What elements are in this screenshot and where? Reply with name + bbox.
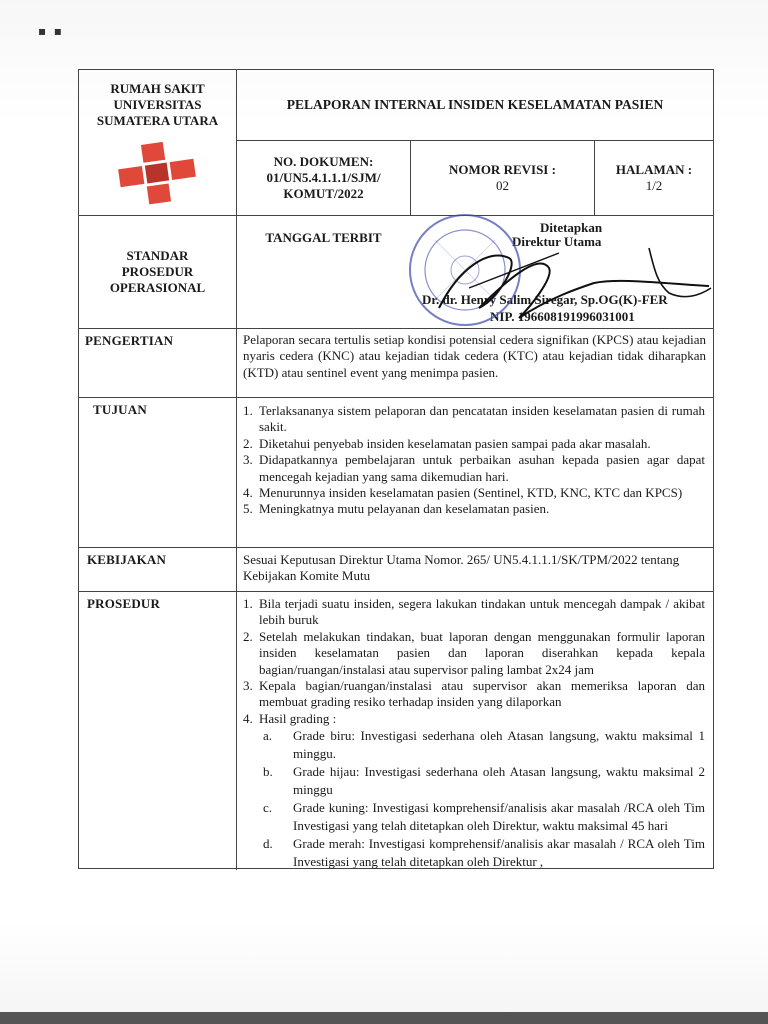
- hospital-name-line-3: SUMATERA UTARA: [96, 113, 219, 128]
- list-item: d. Grade merah: Investigasi komprehensif/analisis akar masalah / RCA oleh Tim Investigasi yang telah ditetapkan oleh Direktur ,: [263, 836, 705, 870]
- document-title-cell: [236, 70, 713, 140]
- hospital-name-line-1: RUMAH SAKIT: [110, 81, 205, 96]
- issue-date-label: TANGGAL TERBIT: [265, 230, 382, 245]
- kebijakan-label-cell: [79, 547, 236, 591]
- hospital-name-line-2: UNIVERSITAS: [113, 97, 202, 112]
- approver-nip: NIP. 196608191996031001: [490, 309, 635, 324]
- scan-speck: ▪ ▪: [38, 24, 62, 38]
- prosedur-content-cell: [236, 591, 713, 870]
- pengertian-label-cell: [79, 328, 236, 397]
- list-item: 3. Kepala bagian/ruangan/instalasi atau supervisor akan memeriksa laporan dan membuat grading resiko terhadap insiden yang dilaporkan: [243, 678, 705, 710]
- sop-label-line-1: STANDAR: [126, 248, 189, 263]
- scan-bottom-edge: [0, 1012, 768, 1024]
- pengertian-text: Pelaporan secara tertulis setiap kondisi potensial cedera signifikan (KPCS) atau kejadian nyaris cedera (KNC) atau kejadian tidak cedera (KTC) atau kejadian tidak diharapkan (KTD) atau sentinel event yang menimpa pasien.: [243, 332, 706, 380]
- approval-line-2: Direktur Utama: [512, 234, 602, 249]
- tujuan-label: TUJUAN: [93, 402, 147, 417]
- list-item: 1. Bila terjadi suatu insiden, segera lakukan tindakan untuk mencegah dampak / akibat lebih buruk: [243, 596, 705, 628]
- sop-label-cell: [79, 215, 236, 328]
- kebijakan-label: KEBIJAKAN: [87, 552, 167, 567]
- doc-number-cell: [236, 140, 410, 215]
- sop-label-line-3: OPERASIONAL: [109, 280, 206, 295]
- prosedur-label-cell: [79, 591, 236, 870]
- kebijakan-content-cell: [236, 547, 713, 591]
- approver-name: Dr. dr. Henry Salim Siregar, Sp.OG(K)-FER: [422, 292, 668, 307]
- kebijakan-text: Sesuai Keputusan Direktur Utama Nomor. 265/ UN5.4.1.1.1/SK/TPM/2022 tentang Kebijakan Komite Mutu: [243, 552, 680, 584]
- doc-number-value-2: KOMUT/2022: [283, 186, 364, 201]
- revision-label: NOMOR REVISI :: [449, 162, 556, 177]
- director-signature: [419, 238, 719, 328]
- page-label: HALAMAN :: [615, 162, 693, 177]
- sop-document-table: [78, 69, 714, 869]
- approval-line-1: Ditetapkan: [540, 220, 603, 235]
- pengertian-label: PENGERTIAN: [85, 333, 174, 348]
- tujuan-label-cell: [79, 397, 236, 547]
- list-item: 2. Diketahui penyebab insiden keselamatan pasien sampai pada akar masalah.: [243, 435, 651, 451]
- doc-number-value-1: 01/UN5.4.1.1.1/SJM/: [266, 170, 381, 185]
- prosedur-label: PROSEDUR: [87, 596, 161, 611]
- list-item: c. Grade kuning: Investigasi komprehensif/analisis akar masalah /RCA oleh Tim Investigasi yang telah ditetapkan oleh Direktur, waktu maksimal 45 hari: [263, 800, 705, 834]
- doc-number-label: NO. DOKUMEN:: [273, 154, 374, 169]
- sop-label-line-2: PROSEDUR: [121, 264, 194, 279]
- revision-cell: [410, 140, 594, 215]
- list-item: 2. Setelah melakukan tindakan, buat laporan dengan menggunakan formulir laporan insiden keselamatan pasien dan laporan diserahkan kepada kepala bagian/ruangan/instalasi atau supervisor paling lambat 2x24 jam: [243, 628, 705, 677]
- tujuan-content-cell: [236, 397, 713, 547]
- page-number-cell: [594, 140, 713, 215]
- hospital-logo: [79, 140, 236, 215]
- list-item: 4. Hasil grading :: [243, 710, 337, 726]
- list-item: 1. Terlaksananya sistem pelaporan dan pencatatan insiden keselamatan pasien di rumah sakit.: [243, 403, 705, 435]
- hospital-name-cell: [79, 70, 236, 140]
- logo-cell: [79, 140, 236, 215]
- page-value: 1/2: [645, 178, 663, 193]
- list-item: 5. Meningkatnya mutu pelayanan dan keselamatan pasien.: [243, 501, 550, 517]
- document-title: PELAPORAN INTERNAL INSIDEN KESELAMATAN PASIEN: [286, 97, 664, 112]
- grading-list: [263, 727, 705, 871]
- tujuan-list: [243, 403, 705, 518]
- list-item: a. Grade biru: Investigasi sederhana oleh Atasan langsung, waktu maksimal 1 minggu.: [263, 728, 705, 762]
- revision-value: 02: [496, 178, 509, 193]
- list-item: 4. Menurunnya insiden keselamatan pasien (Sentinel, KTD, KNC, KTC dan KPCS): [243, 485, 683, 501]
- issue-date-cell: [236, 215, 410, 328]
- pengertian-content-cell: [236, 328, 713, 397]
- prosedur-list: [243, 596, 705, 727]
- list-item: b. Grade hijau: Investigasi sederhana oleh Atasan langsung, waktu maksimal 2 minggu: [263, 764, 705, 798]
- list-item: 3. Didapatkannya pembelajaran untuk perbaikan asuhan kepada pasien agar dapat mencegah kejadian yang sama dikemudian hari.: [243, 452, 705, 484]
